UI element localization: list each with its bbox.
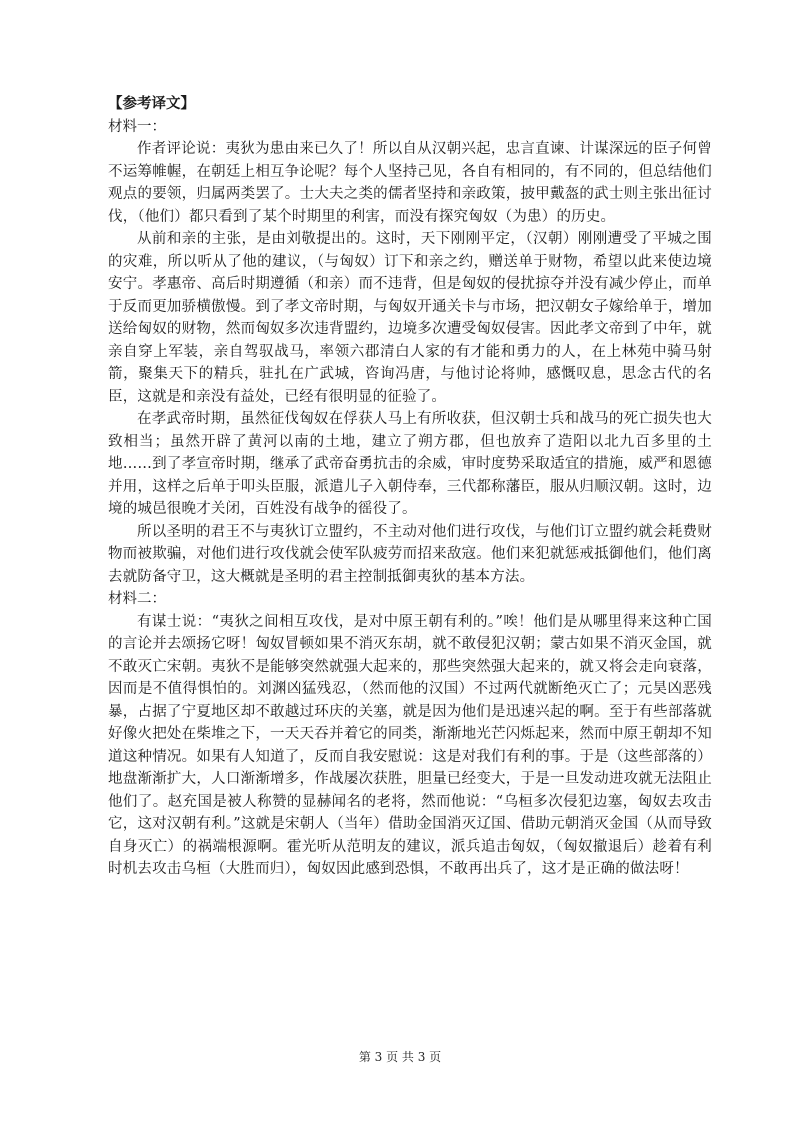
material-one-label: 材料一： xyxy=(108,118,166,135)
heading-reference-translation: 【参考译文】 xyxy=(108,95,195,112)
material-one-paragraph-2: 从前和亲的主张，是由刘敬提出的。这时，天下刚刚平定，（汉朝）刚刚遭受了平城之围的灾难，所以听从了他的建议，（与匈奴）订下和亲之约，赠送单于财物，希望以此来使边境安宁。孝惠帝、高后时期遵循（和亲）而不违背，但是匈奴的侵扰掠夺并没有减少停止，而单于反而更加骄横傲慢。到了孝文帝时期，与匈奴开通关卡与市场，把汉朝女子嫁给单于，增加送给匈奴的财物，然而匈奴多次违背盟约，边境多次遭受匈奴侵害。因此孝文帝到了中年，就亲自穿上军装，亲自驾驭战马，率领六郡清白人家的有才能和勇力的人，在上林苑中骑马射箭，聚集天下的精兵，驻扎在广武城，咨询冯唐，与他讨论将帅，感慨叹息，思念古代的名臣，这就是和亲没有益处，已经有很明显的征验了。 xyxy=(108,231,712,405)
material-one-paragraph-4: 所以圣明的君王不与夷狄订立盟约，不主动对他们进行攻伐，与他们订立盟约就会耗费财物而被欺骗，对他们进行攻伐就会使军队疲劳而招来敌寇。他们来犯就惩戒抵御他们，他们离去就防备守卫，这大概就是圣明的君主控制抵御夷狄的基本方法。 xyxy=(108,523,712,585)
material-two-paragraph-1: 有谋士说：“夷狄之间相互攻伐，是对中原王朝有利的。”唉！他们是从哪里得来这种亡国的言论并去颂扬它呀！匈奴冒顿如果不消灭东胡，就不敢侵犯汉朝；蒙古如果不消灭金国，就不敢灭亡宋朝。夷狄不是能够突然就强大起来的，那些突然强大起来的，就又将会走向衰落，因而是不值得惧怕的。刘渊凶猛残忍，（然而他的汉国）不过两代就断绝灭亡了；元昊凶恶残暴，占据了宁夏地区却不敢越过环庆的关塞，就是因为他们是迅速兴起的啊。至于有些部落就好像火把处在柴堆之下，一天天吞并着它的同类，渐渐地光芒闪烁起来，然而中原王朝却不知道这种情况。如果有人知道了，反而自我安慰说：这是对我们有利的事。于是（这些部落的）地盘渐渐扩大，人口渐渐增多，作战屡次获胜，胆量已经变大，于是一旦发动进攻就无法阻止他们了。赵充国是被人称赞的显赫闻名的老将，然而他说：“乌桓多次侵犯边塞，匈奴去攻击它，这对汉朝有利。”这就是宋朝人（当年）借助金国消灭辽国、借助元朝消灭金国（从而导致自身灭亡）的祸端根源啊。霍光听从范明友的建议，派兵追击匈奴，（匈奴撤退后）趁着有利时机去攻击乌桓（大胜而归），匈奴因此感到恐惧，不敢再出兵了，这才是正确的做法呀！ xyxy=(108,613,712,877)
page-number-footer: 第 3 页 共 3 页 xyxy=(358,1050,442,1064)
material-one-paragraph-1: 作者评论说：夷狄为患由来已久了！所以自从汉朝兴起，忠言直谏、计谋深远的臣子何曾不运筹帷幄，在朝廷上相互争论呢？每个人坚持己见，各自有相同的，有不同的，但总结他们观点的要领，归属两类罢了。士大夫之类的儒者坚持和亲政策，披甲戴盔的武士则主张出征讨伐，（他们）都只看到了某个时期里的利害，而没有探究匈奴（为患）的历史。 xyxy=(108,141,712,225)
material-two-label: 材料二： xyxy=(108,591,166,607)
material-one-paragraph-3: 在孝武帝时期，虽然征伐匈奴在俘获人马上有所收获，但汉朝士兵和战马的死亡损失也大致相当；虽然开辟了黄河以南的土地，建立了朔方郡，但也放弃了造阳以北九百多里的土地……到了孝宣帝时期，继承了武帝奋勇抗击的余威，审时度势采取适宜的措施，威严和恩德并用，这样之后单于叩头臣服，派遣儿子入朝侍奉，三代都称藩臣，服从归顺汉朝。这时，边境的城邑很晚才关闭，百姓没有战争的徭役了。 xyxy=(108,411,712,517)
